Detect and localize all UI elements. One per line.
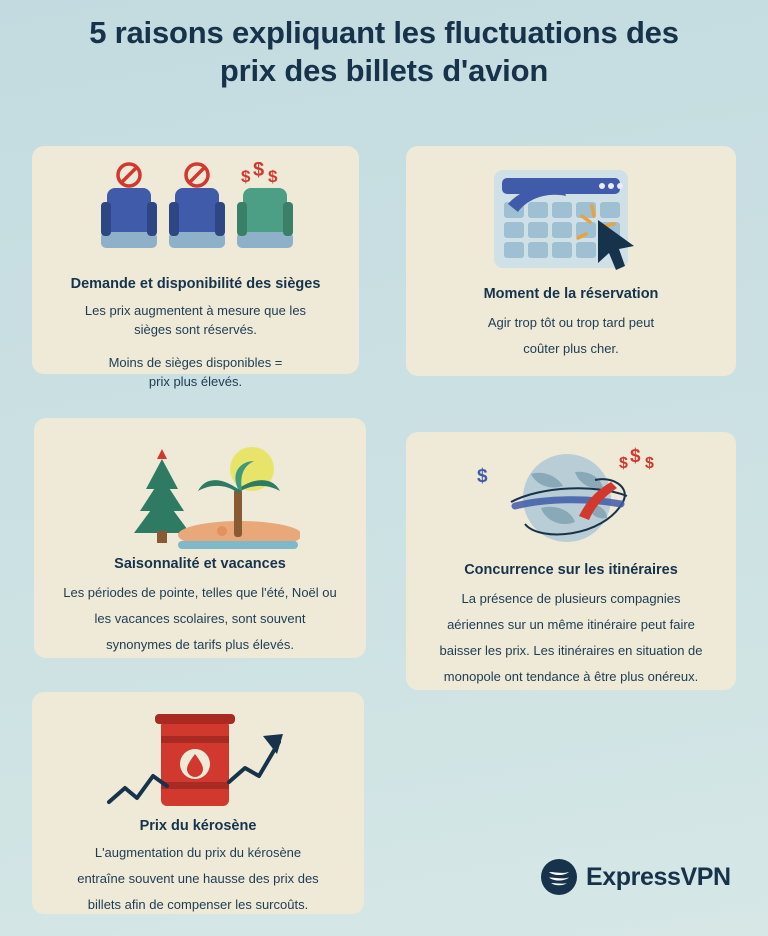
card-body: [406, 586, 736, 690]
page-title: 5 raisons expliquant les fluctuations des prix des billets d'avion: [89, 15, 679, 88]
card-body-line: billets afin de compenser les surcoûts.: [87, 897, 309, 912]
card-heading: Moment de la réservation: [483, 286, 659, 302]
card-body-line: synonymes de tarifs plus élevés.: [106, 637, 294, 652]
card-body-line: coûter plus cher.: [523, 341, 619, 356]
card-body-line: baisser les prix. Les itinéraires en situation de: [439, 643, 703, 658]
card-saisonnalite-vacances: [34, 418, 366, 658]
brand-logo: [540, 858, 731, 896]
card-body-line: monopole ont tendance à être plus onéreux.: [443, 669, 699, 684]
svg-text:$: $: [619, 455, 628, 472]
card-concurrence-itineraires: [406, 432, 736, 690]
globe-routes-competition-icon: [406, 444, 736, 556]
airplane-seats-icon: [32, 160, 359, 270]
card-body-line: les vacances scolaires, sont souvent: [94, 611, 306, 626]
svg-text:$: $: [267, 167, 277, 186]
card-moment-reservation: [406, 146, 736, 376]
card-body: [32, 840, 364, 918]
expressvpn-logo-icon: [540, 858, 578, 896]
svg-text:$: $: [630, 446, 641, 467]
card-heading: Prix du kérosène: [139, 818, 257, 834]
card-body-line: Agir trop tôt ou trop tard peut: [487, 315, 655, 330]
card-prix-kerosene: [32, 692, 364, 914]
card-body-line: L'augmentation du prix du kérosène: [94, 845, 302, 860]
card-body-line: aériennes sur un même itinéraire peut faire: [447, 617, 695, 632]
card-body-line: Moins de sièges disponibles =: [108, 355, 283, 370]
card-demande-disponibilite-sieges: [32, 146, 359, 389]
svg-text:$: $: [240, 167, 250, 186]
card-body-line: Les périodes de pointe, telles que l'été, Noël ou: [63, 585, 337, 600]
svg-text:$: $: [477, 466, 488, 487]
brand-name: ExpressVPN: [586, 862, 731, 891]
card-body-line: Les prix augmentent à mesure que les: [84, 303, 307, 318]
card-body: [32, 301, 359, 391]
card-body-line: La présence de plusieurs compagnies: [461, 591, 681, 606]
svg-text:$: $: [645, 455, 654, 472]
holidays-seasons-icon: [34, 430, 366, 550]
card-body: [34, 580, 366, 658]
card-body-line: prix plus élevés.: [148, 374, 243, 389]
fuel-barrel-chart-icon: [32, 704, 364, 814]
svg-text:$: $: [252, 162, 264, 181]
booking-calendar-cursor-icon: [406, 162, 736, 282]
card-body-line: sièges sont réservés.: [134, 322, 257, 337]
card-heading: Concurrence sur les itinéraires: [464, 562, 678, 578]
card-heading: Demande et disponibilité des sièges: [70, 276, 321, 292]
card-body: [406, 310, 736, 362]
card-body-line: entraîne souvent une hausse des prix des: [77, 871, 319, 886]
card-heading: Saisonnalité et vacances: [114, 556, 286, 572]
